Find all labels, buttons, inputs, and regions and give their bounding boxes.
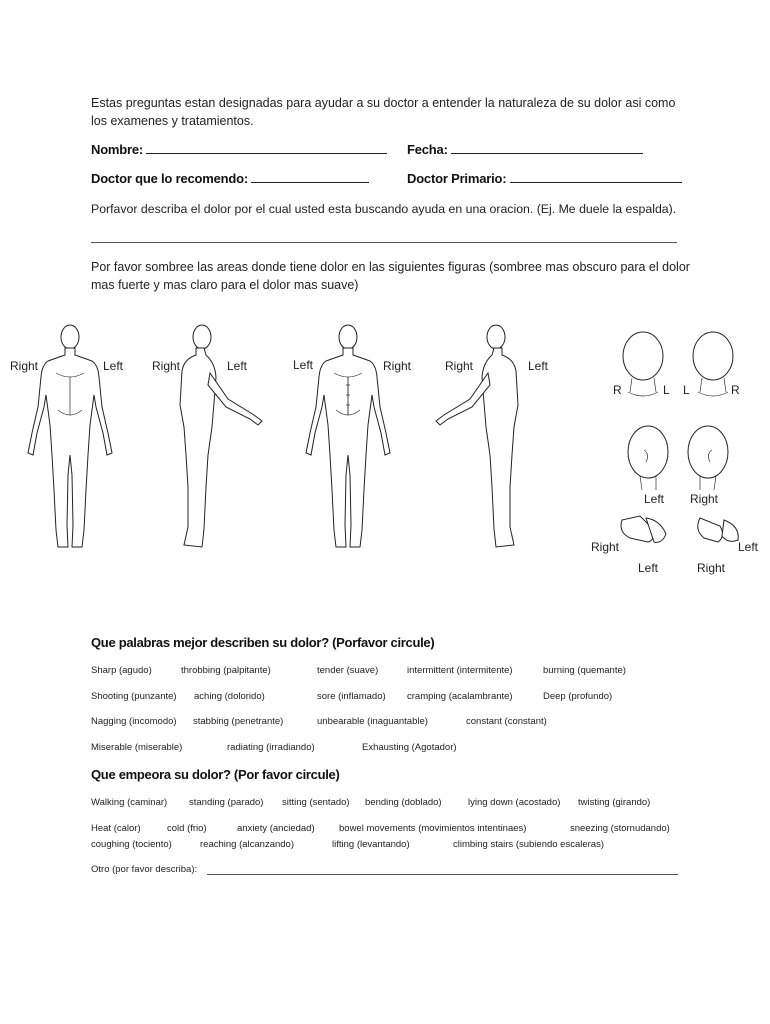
q2-option[interactable]: anxiety (anciedad) xyxy=(237,823,315,834)
feet-bottom-left-label: Left xyxy=(638,561,659,575)
q2-option[interactable]: lifting (levantando) xyxy=(332,839,410,850)
describe-prompt: Porfavor describa el dolor por el cual usted esta buscando ayuda en una oracion. (Ej. Me duele la espalda). xyxy=(91,202,677,216)
head-front-r-label: R xyxy=(613,383,622,397)
q2-option[interactable]: sitting (sentado) xyxy=(282,797,350,808)
q2-option[interactable]: coughing (tociento) xyxy=(91,839,172,850)
feet-bottom-figure-left[interactable] xyxy=(621,516,666,542)
q2-option[interactable]: reaching (alcanzando) xyxy=(200,839,295,850)
q1-option[interactable]: Sharp (agudo) xyxy=(91,665,152,676)
q2-option[interactable]: lying down (acostado) xyxy=(468,797,561,808)
head-back-figure[interactable] xyxy=(693,332,733,396)
front-body-figure[interactable] xyxy=(28,325,112,547)
side-body-figure-right[interactable] xyxy=(436,325,518,547)
feet-outer-right-label: Right xyxy=(591,540,620,554)
feet-bottom-figure-right[interactable] xyxy=(698,518,738,542)
head-side-left-label: Left xyxy=(644,492,665,506)
q2-option[interactable]: bowel movements (movimientos intentinaes) xyxy=(339,823,527,834)
head-front-l-label: L xyxy=(663,383,670,397)
q1-option[interactable]: throbbing (palpitante) xyxy=(181,665,271,676)
q1-option[interactable]: radiating (irradiando) xyxy=(227,742,315,753)
date-field[interactable] xyxy=(407,142,643,157)
q1-option[interactable]: intermittent (intermitente) xyxy=(407,665,513,676)
q2-option[interactable]: climbing stairs (subiendo escaleras) xyxy=(453,839,605,850)
body-diagram[interactable] xyxy=(0,315,600,580)
head-side-right-label: Right xyxy=(690,492,719,506)
q1-option[interactable]: stabbing (penetrante) xyxy=(193,716,284,727)
head-front-figure[interactable] xyxy=(623,332,663,396)
front-right-label: Right xyxy=(10,359,39,373)
q1-option[interactable]: Nagging (incomodo) xyxy=(91,716,177,727)
q1-option[interactable]: Miserable (miserable) xyxy=(91,742,183,753)
head-back-l-label: L xyxy=(683,383,690,397)
q2-option[interactable]: Walking (caminar) xyxy=(91,797,168,808)
q2-option[interactable]: cold (frio) xyxy=(167,823,207,834)
head-back-r-label: R xyxy=(731,383,740,397)
q2-option[interactable]: standing (parado) xyxy=(189,797,264,808)
back-body-figure[interactable] xyxy=(306,325,390,547)
name-line[interactable] xyxy=(146,153,387,154)
q1-option[interactable]: Deep (profundo) xyxy=(543,691,613,702)
side2-right-label: Right xyxy=(445,359,474,373)
side2-left-label: Left xyxy=(528,359,549,373)
q1-option[interactable]: constant (constant) xyxy=(466,716,547,727)
q2-option[interactable]: Heat (calor) xyxy=(91,823,141,834)
q1-title: Que palabras mejor describen su dolor? (Porfavor circule) xyxy=(91,635,435,650)
q1-option[interactable]: Exhausting (Agotador) xyxy=(362,742,457,753)
q2-option[interactable]: twisting (girando) xyxy=(578,797,651,808)
head-side-left-figure[interactable] xyxy=(628,426,668,490)
referring-doctor-field[interactable] xyxy=(91,171,369,186)
q2-option[interactable]: bending (doblado) xyxy=(365,797,442,808)
q1-option[interactable]: cramping (acalambrante) xyxy=(407,691,513,702)
name-label: Nombre: xyxy=(91,142,144,157)
primary-doctor-line[interactable] xyxy=(510,182,682,183)
q1-option[interactable]: aching (dolorido) xyxy=(194,691,265,702)
other-label: Otro (por favor describa): xyxy=(91,864,198,875)
back-left-label: Left xyxy=(293,358,314,372)
head-side-right-figure[interactable] xyxy=(688,426,728,490)
q1-option[interactable]: sore (inflamado) xyxy=(317,691,386,702)
q1-option[interactable]: unbearable (inaguantable) xyxy=(317,716,428,727)
q2-option[interactable]: sneezing (stornudando) xyxy=(570,823,670,834)
primary-doctor-field[interactable] xyxy=(407,171,682,186)
q1-option[interactable]: Shooting (punzante) xyxy=(91,691,177,702)
describe-answer-line[interactable] xyxy=(91,242,677,243)
front-left-label: Left xyxy=(103,359,124,373)
date-label: Fecha: xyxy=(407,142,448,157)
feet-bottom-right-label: Right xyxy=(697,561,726,575)
other-answer-line[interactable] xyxy=(207,874,678,875)
feet-outer-left-label: Left xyxy=(738,540,759,554)
head-feet-diagram[interactable] xyxy=(600,330,770,565)
side1-right-label: Right xyxy=(152,359,181,373)
side-body-figure-left[interactable] xyxy=(180,325,262,547)
q1-option[interactable]: burning (quemante) xyxy=(543,665,626,676)
back-right-label: Right xyxy=(383,359,412,373)
side1-left-label: Left xyxy=(227,359,248,373)
q2-title: Que empeora su dolor? (Por favor circule) xyxy=(91,767,340,782)
referring-doctor-line[interactable] xyxy=(251,182,369,183)
other-field[interactable] xyxy=(91,864,197,875)
q1-option[interactable]: tender (suave) xyxy=(317,665,379,676)
name-field[interactable] xyxy=(91,142,387,157)
date-line[interactable] xyxy=(451,153,643,154)
shade-prompt: Por favor sombree las areas donde tiene dolor en las siguientes figuras (sombree mas obscuro para el dolor mas fuerte y mas claro para el dolor mas suave) xyxy=(91,260,690,292)
intro-text: Estas preguntas estan designadas para ayudar a su doctor a entender la naturaleza de su dolor asi como los examenes y tratamientos. xyxy=(91,96,676,128)
referring-doctor-label: Doctor que lo recomendo: xyxy=(91,171,248,186)
primary-doctor-label: Doctor Primario: xyxy=(407,171,507,186)
